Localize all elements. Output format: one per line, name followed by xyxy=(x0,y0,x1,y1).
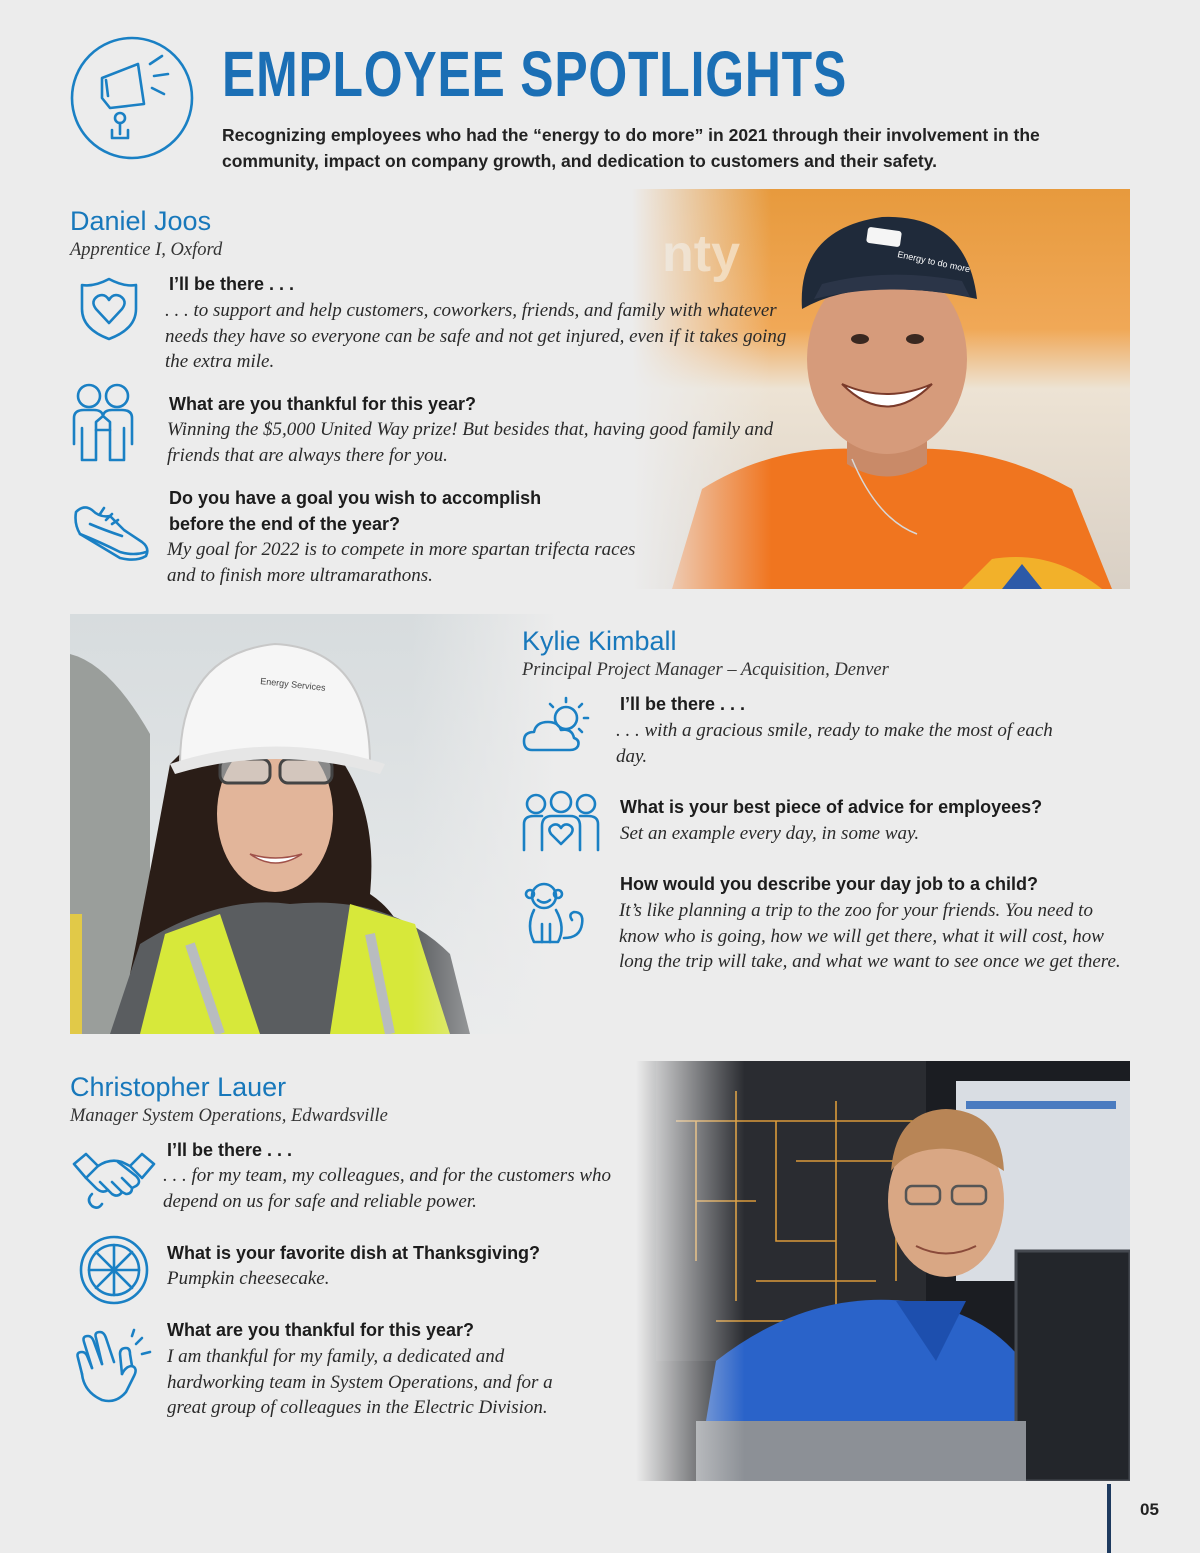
question-text: What is your favorite dish at Thanksgiving? xyxy=(167,1243,541,1263)
answer-text: My goal for 2022 is to compete in more spartan trifecta races and to finish more ultramarathons. xyxy=(167,539,636,586)
employee-name: Christopher Lauer xyxy=(70,1072,287,1102)
question-text: What are you thankful for this year? xyxy=(167,1320,475,1340)
question-text: How would you describe your day job to a child? xyxy=(620,874,1039,894)
page-description: Recognizing employees who had the “energy to do more” in 2021 through their involvement in the community, impact on company growth, and dedication to customers and their safety. xyxy=(222,125,1040,171)
running-shoe-icon xyxy=(70,490,152,564)
sun-cloud-icon xyxy=(522,694,594,756)
kylie-kimball-photo xyxy=(70,614,558,1034)
employee-role: Manager System Operations, Edwardsville xyxy=(70,1106,388,1126)
heart-shield-icon xyxy=(78,275,140,343)
answer-text: . . . to support and help customers, coworkers, friends, and family with whatever needs they have so everyone can be safe and not get injured, even if it takes going the extra mile. xyxy=(165,300,787,372)
answer-text: . . . for my team, my colleagues, and for the customers who depend on us for safe and reliable power. xyxy=(163,1165,612,1212)
handshake-icon xyxy=(72,1144,156,1210)
answer-text: Pumpkin cheesecake. xyxy=(167,1268,330,1289)
people-icon xyxy=(70,380,136,464)
answer-text: I am thankful for my family, a dedicated and hardworking team in System Operations, and for a great group of colleagues in the Electric Division. xyxy=(167,1346,553,1418)
page-title: EMPLOYEE SPOTLIGHTS xyxy=(222,38,848,110)
employee-role: Apprentice I, Oxford xyxy=(70,240,223,260)
answer-text: Set an example every day, in some way. xyxy=(620,823,920,844)
page-number-rule xyxy=(1107,1484,1111,1553)
answer-text: Winning the $5,000 United Way prize! But besides that, having good family and friends that are always there for you. xyxy=(167,419,774,466)
answer-text: It’s like planning a trip to the zoo for your friends. You need to know who is going, how we will get there, what it will cost, how long the trip will take, and what we want to see once we get there. xyxy=(619,900,1121,972)
question-text: Do you have a goal you wish to accomplish before the end of the year? xyxy=(169,488,542,534)
question-text: I’ll be there . . . xyxy=(169,274,295,294)
employee-name: Daniel Joos xyxy=(70,206,212,236)
question-text: I’ll be there . . . xyxy=(620,694,746,714)
answer-text: . . . with a gracious smile, ready to make the most of each day. xyxy=(616,720,1053,767)
employee-name: Kylie Kimball xyxy=(522,626,677,656)
clapping-hands-icon xyxy=(72,1330,156,1406)
page-number: 05 xyxy=(1140,1500,1159,1519)
question-text: What is your best piece of advice for employees? xyxy=(620,797,1043,817)
monkey-icon xyxy=(516,878,588,948)
question-text: What are you thankful for this year? xyxy=(169,394,477,414)
question-text: I’ll be there . . . xyxy=(167,1140,293,1160)
family-heart-icon xyxy=(520,790,602,852)
employee-role: Principal Project Manager – Acquisition, Denver xyxy=(522,660,889,680)
megaphone-icon xyxy=(68,34,196,162)
pie-icon xyxy=(78,1234,150,1306)
daniel-joos-photo xyxy=(632,189,1130,589)
christopher-lauer-photo xyxy=(636,1061,1130,1481)
